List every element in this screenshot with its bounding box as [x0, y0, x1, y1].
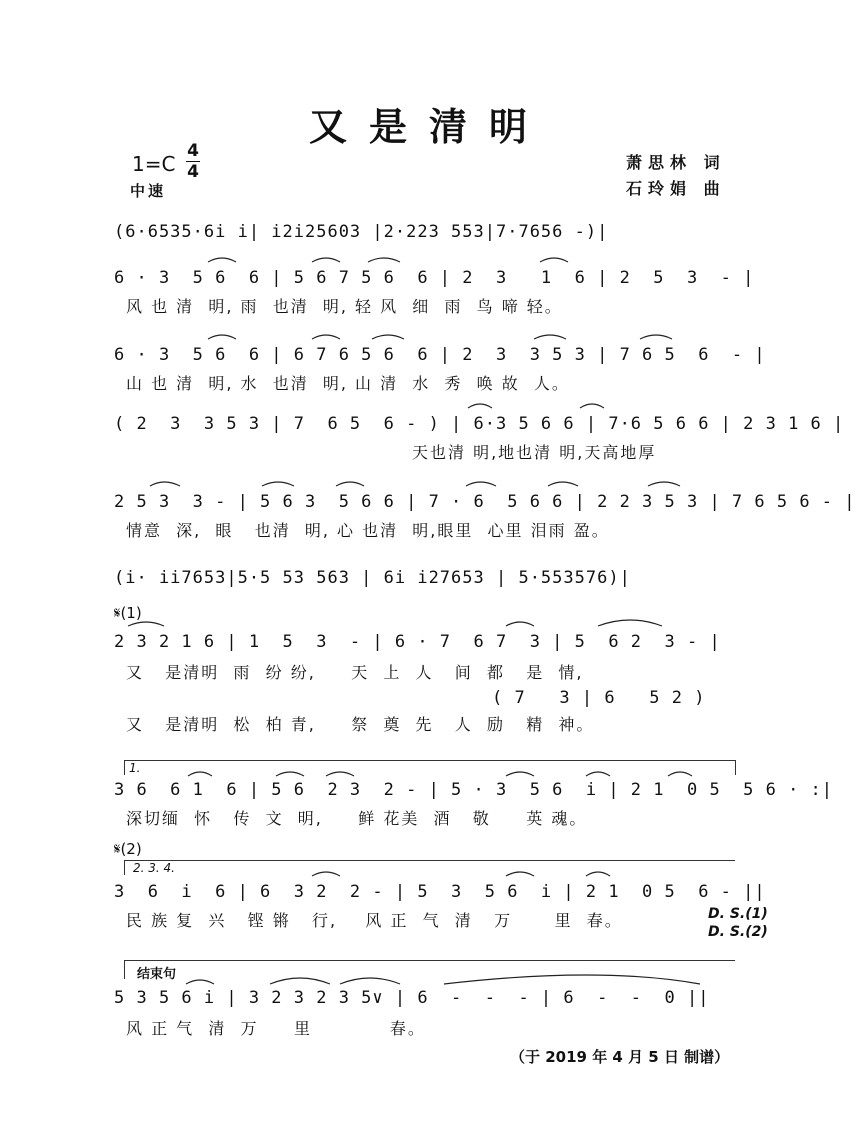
slur	[312, 258, 340, 262]
slur	[336, 482, 364, 486]
slur	[540, 258, 568, 262]
slur	[640, 335, 672, 339]
slur	[506, 872, 534, 876]
tempo-marking: 中速	[130, 182, 167, 200]
slur	[262, 482, 294, 486]
slur	[188, 772, 212, 776]
slur	[276, 772, 304, 776]
lyrics-row-9: 民 族 复 兴 铿 锵 行, 风 正 气 清 万 里 春。	[126, 911, 623, 930]
ds-2-mark: D. S.(2)	[708, 924, 768, 940]
slur	[372, 335, 404, 339]
time-sig-bottom: 4	[187, 162, 199, 182]
lyrics-row-4: 天也清 明,地也清 明,天高地厚	[412, 443, 657, 462]
slur	[208, 258, 236, 262]
notation-row-5: 2 5 3 3 - | 5 6 3 5 6 6 | 7 · 6 5 6 6 | 2 2 3 5 3 | 7 6 5 6 - |	[114, 492, 856, 512]
volta-2-label: 2. 3. 4.	[133, 861, 175, 875]
lyricist-credit: 萧思林 词	[626, 153, 726, 172]
slur	[128, 622, 164, 626]
slur	[668, 772, 692, 776]
notation-row-intro: (6·6535·6i i| i2i25603 |2·223 553|7·7656 -)|	[114, 222, 609, 242]
segno-1-mark: 𝄋(1)	[114, 604, 142, 622]
slur	[506, 772, 534, 776]
slur	[586, 772, 610, 776]
footer-note: （于 2019 年 4 月 5 日 制谱）	[510, 1048, 730, 1066]
slur	[468, 404, 492, 408]
alt-notation-row-7: ( 7 3 | 6 5 2 )	[492, 688, 706, 708]
notation-row-3: 6 · 3 5 6 6 | 6 7 6 5 6 6 | 2 3 3 5 3 | 7 6 5 6 - |	[114, 345, 766, 365]
slur	[648, 482, 680, 486]
slur	[208, 335, 236, 339]
song-title: 又是清明	[308, 104, 549, 149]
lyrics-row-ending: 风 正 气 清 万 里 春。	[126, 1019, 426, 1038]
lyrics-row-7: 又 是清明 雨 纷 纷, 天 上 人 间 都 是 情,	[126, 663, 584, 682]
slur	[270, 978, 330, 984]
notation-row-interlude: (i· ii7653|5·5 53 563 | 6i i27653 | 5·553576)|	[114, 568, 631, 588]
slur	[326, 772, 354, 776]
slur	[580, 404, 604, 408]
notation-row-ending: 5 3 5 6 i | 3 2 3 2 3 5∨ | 6 - - - | 6 - - 0 ||	[114, 988, 710, 1008]
slur	[150, 482, 180, 486]
slur	[444, 975, 700, 984]
slur	[312, 335, 340, 339]
slur	[312, 872, 340, 876]
time-sig-top: 4	[187, 141, 199, 161]
slur	[534, 335, 566, 339]
volta-1-label: 1.	[129, 761, 141, 775]
slur	[340, 978, 400, 984]
composer-credit: 石玲娟 曲	[626, 179, 726, 198]
slur	[586, 872, 610, 876]
notation-row-7: 2 3 2 1 6 | 1 5 3 - | 6 · 7 6 7 3 | 5 6 2 3 - |	[114, 632, 721, 652]
slur	[466, 482, 496, 486]
lyrics-row-5: 情意 深, 眼 也清 明, 心 也清 明,眼里 心里 泪雨 盈。	[126, 521, 610, 540]
key-signature: 1=C	[132, 152, 176, 176]
alt-lyrics-row-7: 又 是清明 松 柏 青, 祭 奠 先 人 励 精 神。	[126, 715, 595, 734]
slur	[598, 620, 662, 626]
segno-2-mark: 𝄋(2)	[114, 840, 142, 858]
lyrics-row-8: 深切缅 怀 传 文 明, 鲜 花美 酒 敬 英 魂。	[126, 809, 588, 828]
slur	[506, 622, 534, 626]
slur	[368, 258, 400, 262]
notation-row-4: ( 2 3 3 5 3 | 7 6 5 6 - ) | 6·3 5 6 6 | 7·6 5 6 6 | 2 3 1 6 |	[114, 414, 845, 434]
lyrics-row-2: 风 也 清 明, 雨 也清 明, 轻 风 细 雨 鸟 啼 轻。	[126, 297, 563, 316]
notation-row-8: 3 6 6 1 6 | 5 6 2 3 2 - | 5 · 3 5 6 i | 2 1 0 5 5 6 · :|	[114, 780, 834, 800]
ending-label: 结束句	[137, 967, 177, 982]
ds-1-mark: D. S.(1)	[708, 906, 768, 922]
notation-row-9: 3 6 i 6 | 6 3 2 2 - | 5 3 5 6 i | 2 1 0 5 6 - ||	[114, 882, 766, 902]
slur	[186, 980, 214, 984]
slur	[548, 482, 578, 486]
lyrics-row-3: 山 也 清 明, 水 也清 明, 山 清 水 秀 唤 故 人。	[126, 374, 570, 393]
notation-row-2: 6 · 3 5 6 6 | 5 6 7 5 6 6 | 2 3 1 6 | 2 5 3 - |	[114, 268, 755, 288]
